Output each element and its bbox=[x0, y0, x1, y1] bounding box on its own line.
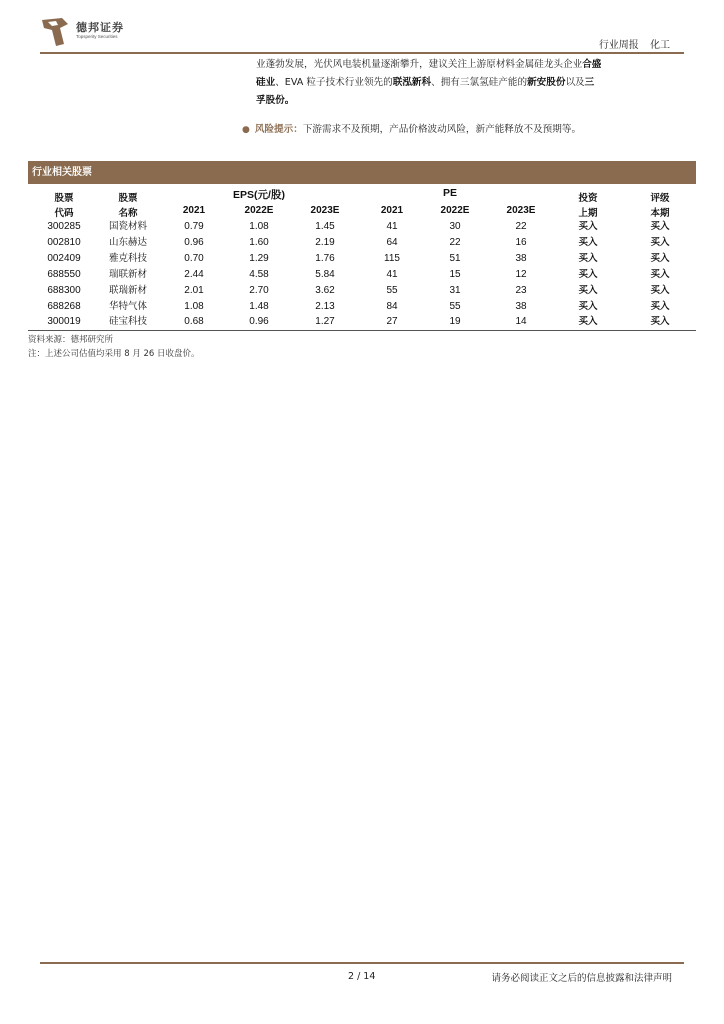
company-highlight: 孚股份 bbox=[256, 95, 285, 106]
page-number: 2 / 14 bbox=[348, 971, 376, 982]
table-row bbox=[28, 219, 696, 235]
pe-2021: 115 bbox=[384, 253, 400, 264]
col-prev-rating-header-1: 投资 bbox=[578, 193, 598, 204]
pe-2022: 22 bbox=[449, 237, 461, 248]
stock-name: 联瑞新材 bbox=[108, 285, 147, 296]
pe-2023: 23 bbox=[515, 285, 527, 296]
pe-2023: 12 bbox=[515, 269, 527, 280]
eps-2023: 5.84 bbox=[315, 269, 335, 280]
company-highlight: 三 bbox=[584, 77, 595, 88]
eps-2021: 0.79 bbox=[184, 221, 204, 232]
report-type: 行业周报 bbox=[598, 40, 639, 51]
current-rating: 买入 bbox=[650, 253, 670, 264]
prev-rating: 买入 bbox=[578, 269, 598, 280]
stock-code: 002409 bbox=[47, 253, 81, 264]
pe-2023: 14 bbox=[515, 316, 527, 327]
current-rating: 买入 bbox=[650, 269, 670, 280]
stock-name: 雅克科技 bbox=[108, 253, 147, 264]
stock-code: 002810 bbox=[47, 237, 81, 248]
pe-2021: 41 bbox=[386, 269, 398, 280]
pe-group-header: PE bbox=[442, 187, 457, 199]
current-rating: 买入 bbox=[650, 301, 670, 312]
eps-2023: 1.76 bbox=[315, 253, 335, 264]
col-code-header-1: 股票 bbox=[54, 193, 74, 204]
company-logo bbox=[40, 16, 160, 48]
stock-name: 华特气体 bbox=[108, 301, 147, 312]
eps-2021: 0.68 bbox=[184, 316, 204, 327]
risk-warning bbox=[242, 121, 581, 135]
col-name-header-2: 名称 bbox=[118, 208, 138, 219]
body-text-segment: 、拥有三氯氢硅产能的 bbox=[431, 77, 528, 88]
eps-2022: 1.08 bbox=[249, 221, 269, 232]
report-category bbox=[591, 36, 670, 51]
col-pe-2021-header: 2021 bbox=[380, 205, 404, 216]
eps-2022: 1.60 bbox=[249, 237, 269, 248]
body-paragraph bbox=[256, 56, 686, 110]
stock-code: 300019 bbox=[47, 316, 81, 327]
table-source: 资料来源：德邦研究所 bbox=[28, 335, 114, 345]
body-text-segment: 。 bbox=[284, 95, 295, 106]
eps-2023: 1.45 bbox=[315, 221, 335, 232]
col-name-header-1: 股票 bbox=[118, 193, 138, 204]
eps-2022: 2.70 bbox=[249, 285, 269, 296]
col-pe-2023-header: 2023E bbox=[506, 205, 536, 216]
current-rating: 买入 bbox=[650, 221, 670, 232]
col-cur-rating-header-1: 评级 bbox=[650, 193, 670, 204]
pe-2021: 55 bbox=[386, 285, 398, 296]
col-pe-2022-header: 2022E bbox=[440, 205, 470, 216]
company-highlight: 新安股份 bbox=[527, 77, 566, 88]
company-highlight: 硅业 bbox=[256, 77, 276, 88]
stock-code: 300285 bbox=[47, 221, 81, 232]
pe-2023: 38 bbox=[515, 301, 527, 312]
col-prev-rating-header-2: 上期 bbox=[578, 208, 598, 219]
pe-2022: 51 bbox=[449, 253, 461, 264]
table-row bbox=[28, 299, 696, 315]
footer-divider bbox=[40, 962, 684, 964]
stock-name: 山东赫达 bbox=[108, 237, 147, 248]
eps-2021: 1.08 bbox=[184, 301, 204, 312]
pe-2022: 15 bbox=[449, 269, 461, 280]
pe-2023: 38 bbox=[515, 253, 527, 264]
eps-group-header: EPS(元/股) bbox=[233, 189, 285, 201]
table-row bbox=[28, 251, 696, 267]
body-text-segment: 以及 bbox=[565, 77, 585, 88]
pe-2021: 64 bbox=[386, 237, 398, 248]
logo-mark-icon bbox=[40, 16, 70, 48]
stock-name: 瑞联新材 bbox=[108, 269, 147, 280]
current-rating: 买入 bbox=[650, 285, 670, 296]
pe-2021: 27 bbox=[386, 316, 398, 327]
eps-2021: 0.70 bbox=[184, 253, 204, 264]
table-note: 注：上述公司估值均采用 8 月 26 日收盘价。 bbox=[28, 349, 200, 359]
table-title: 行业相关股票 bbox=[28, 161, 696, 184]
col-eps-2023-header: 2023E bbox=[310, 205, 340, 216]
prev-rating: 买入 bbox=[578, 237, 598, 248]
logo-subtitle: Topsperity Securities bbox=[76, 34, 118, 39]
company-highlight: 联泓新科 bbox=[392, 77, 432, 88]
header-divider bbox=[40, 52, 684, 54]
eps-2021: 2.44 bbox=[184, 269, 204, 280]
prev-rating: 买入 bbox=[578, 221, 598, 232]
risk-text: 下游需求不及预期，产品价格波动风险，新产能释放不及预期等。 bbox=[302, 124, 582, 135]
industry-name: 化工 bbox=[650, 40, 670, 51]
pe-2022: 55 bbox=[449, 301, 461, 312]
pe-2021: 41 bbox=[386, 221, 398, 232]
col-code-header-2: 代码 bbox=[54, 208, 74, 219]
stock-code: 688300 bbox=[47, 285, 81, 296]
pe-2023: 16 bbox=[515, 237, 527, 248]
table-row bbox=[28, 283, 696, 299]
prev-rating: 买入 bbox=[578, 253, 598, 264]
eps-2021: 2.01 bbox=[184, 285, 204, 296]
stock-code: 688268 bbox=[47, 301, 81, 312]
body-text-segment: 、EVA 粒子技术行业领先的 bbox=[275, 77, 393, 88]
table-row bbox=[28, 314, 696, 330]
eps-2023: 3.62 bbox=[315, 285, 335, 296]
prev-rating: 买入 bbox=[578, 316, 598, 327]
col-eps-2021-header: 2021 bbox=[182, 205, 206, 216]
prev-rating: 买入 bbox=[578, 285, 598, 296]
eps-2022: 0.96 bbox=[249, 316, 269, 327]
table-row bbox=[28, 235, 696, 251]
eps-2021: 0.96 bbox=[184, 237, 204, 248]
prev-rating: 买入 bbox=[578, 301, 598, 312]
stock-name: 国瓷材料 bbox=[108, 221, 147, 232]
eps-2023: 2.19 bbox=[315, 237, 335, 248]
pe-2022: 19 bbox=[449, 316, 461, 327]
logo-name: 德邦证券 bbox=[76, 21, 124, 34]
stock-name: 硅宝科技 bbox=[108, 316, 147, 327]
eps-2022: 1.48 bbox=[249, 301, 269, 312]
eps-2022: 1.29 bbox=[249, 253, 269, 264]
pe-2022: 30 bbox=[449, 221, 461, 232]
stock-code: 688550 bbox=[47, 269, 81, 280]
company-highlight: 合盛 bbox=[582, 59, 602, 70]
table-bottom-border bbox=[28, 330, 696, 331]
footer-disclaimer: 请务必阅读正文之后的信息披露和法律声明 bbox=[491, 973, 672, 984]
col-eps-2022-header: 2022E bbox=[244, 205, 274, 216]
eps-2023: 1.27 bbox=[315, 316, 335, 327]
current-rating: 买入 bbox=[650, 316, 670, 327]
body-text-segment: 业蓬勃发展，光伏风电装机量逐渐攀升，建议关注上游原材料金属硅龙头企业 bbox=[256, 59, 583, 70]
bullet-icon: ● bbox=[242, 125, 250, 135]
current-rating: 买入 bbox=[650, 237, 670, 248]
pe-2023: 22 bbox=[515, 221, 527, 232]
risk-title: 风险提示： bbox=[254, 124, 303, 135]
col-cur-rating-header-2: 本期 bbox=[650, 208, 670, 219]
pe-2021: 84 bbox=[386, 301, 398, 312]
table-row bbox=[28, 267, 696, 283]
eps-2022: 4.58 bbox=[249, 269, 269, 280]
eps-2023: 2.13 bbox=[315, 301, 335, 312]
pe-2022: 31 bbox=[449, 285, 461, 296]
